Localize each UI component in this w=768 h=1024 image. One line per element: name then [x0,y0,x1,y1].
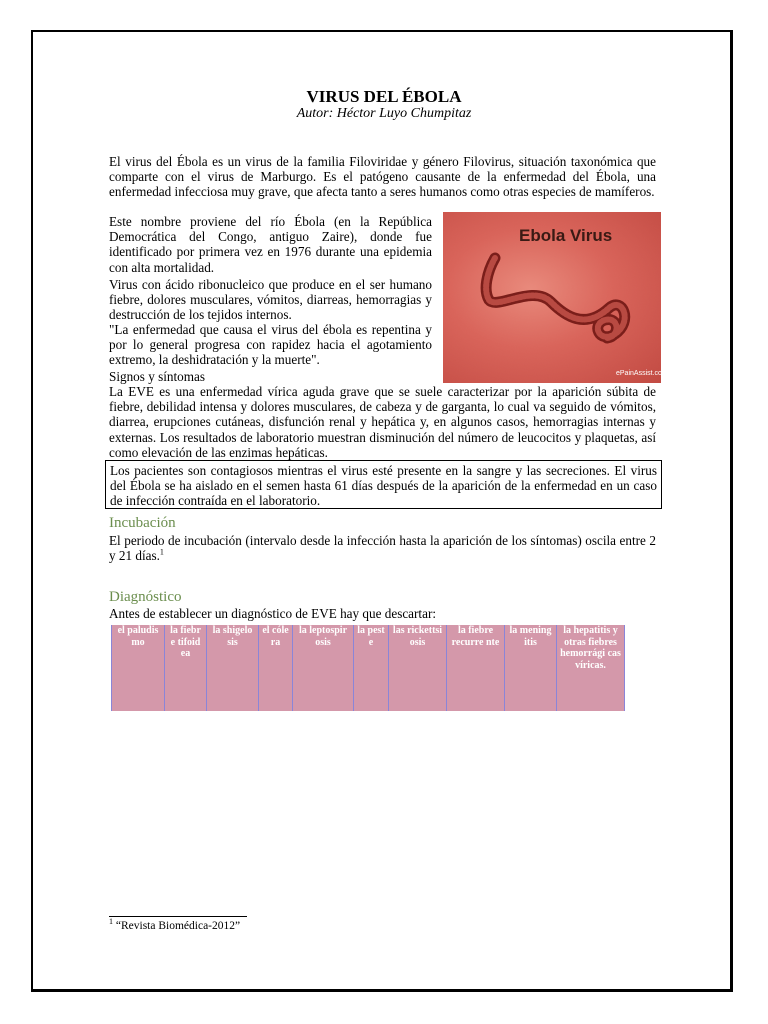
table-cell: la fiebre recurre nte [447,625,505,711]
document-title: VIRUS DEL ÉBOLA [306,87,462,106]
footnote-text: “Revista Biomédica-2012” [113,920,241,932]
origin-paragraph: Este nombre proviene del río Ébola (en la República Democrática del Congo, antiguo Zaire), donde fue identificado por primera vez en 1976 durante una epidemia con alta mortalidad. [109,214,432,275]
table-row [112,625,625,711]
intro-paragraph: El virus del Ébola es un virus de la familia Filoviridae y género Filovirus, situación taxonómica que comparte con el virus de Marburgo. Es el patógeno causante de la enfermedad del Ébola, una enfermedad infecciosa muy grave, que afecta tanto a seres humanos como otras especies de mamíferos. [109,154,656,200]
footnote-ref: 1 [159,547,164,557]
footnote-number: 1 [109,917,113,927]
contagious-box: Los pacientes son contagiosos mientras el virus esté presente en la sangre y las secreciones. El virus del Ébola se ha aislado en el semen hasta 61 días después de la aparición de la enfermedad en un caso de infección contraída en el laboratorio. [105,460,662,509]
table-cell: la mening itis [505,625,557,711]
diagnosis-intro: Antes de establecer un diagnóstico de EVE hay que descartar: [109,606,436,621]
footnote-separator [109,916,247,917]
footnote [109,917,241,932]
differential-diagnosis-table [111,625,625,711]
table-cell: la shigelo sis [207,625,259,711]
image-label: Ebola Virus [519,226,613,245]
rna-paragraph: Virus con ácido ribonucleico que produce en el ser humano fiebre, dolores musculares, vómitos, diarreas, hemorragias y destrucción de los tejidos internos. [109,277,432,323]
table-cell: la fiebr e tifoid ea [165,625,207,711]
table-cell: el cóle ra [259,625,293,711]
incubation-text: El periodo de incubación (intervalo desde la infección hasta la aparición de los síntomas) oscila entre 2 y 21 días. [109,533,656,564]
diagnosis-heading: Diagnóstico [109,589,182,605]
incubation-heading: Incubación [109,515,176,531]
signs-title: Signos y síntomas [109,369,205,384]
table-cell: las rickettsi osis [389,625,447,711]
table-cell: la pest e [354,625,389,711]
incubation-paragraph [109,533,656,563]
image-credit: ePainAssist.com [616,370,668,377]
document-author: Autor: Héctor Luyo Chumpitaz [296,106,472,121]
eve-paragraph: La EVE es una enfermedad vírica aguda grave que se suele caracterizar por la aparición súbita de fiebre, debilidad intensa y dolores musculares, de cabeza y de garganta, lo cual va seguido de vómitos, diarrea, erupciones cutáneas, disfunción renal y hepática y, en algunos casos, hemorragias internas y externas. Los resultados de laboratorio muestran disminución del número de leucocitos y plaquetas, así como elevación de las enzimas hepáticas. [109,384,656,460]
table-cell: el paludis mo [112,625,165,711]
table-cell: la leptospir osis [293,625,354,711]
table-cell: la hepatitis y otras fiebres hemorrági cas víricas. [557,625,625,711]
quote-paragraph: "La enfermedad que causa el virus del ébola es repentina y por lo general progresa con rapidez hacia el agotamiento extremo, la deshidratación y la muerte". [109,322,432,368]
